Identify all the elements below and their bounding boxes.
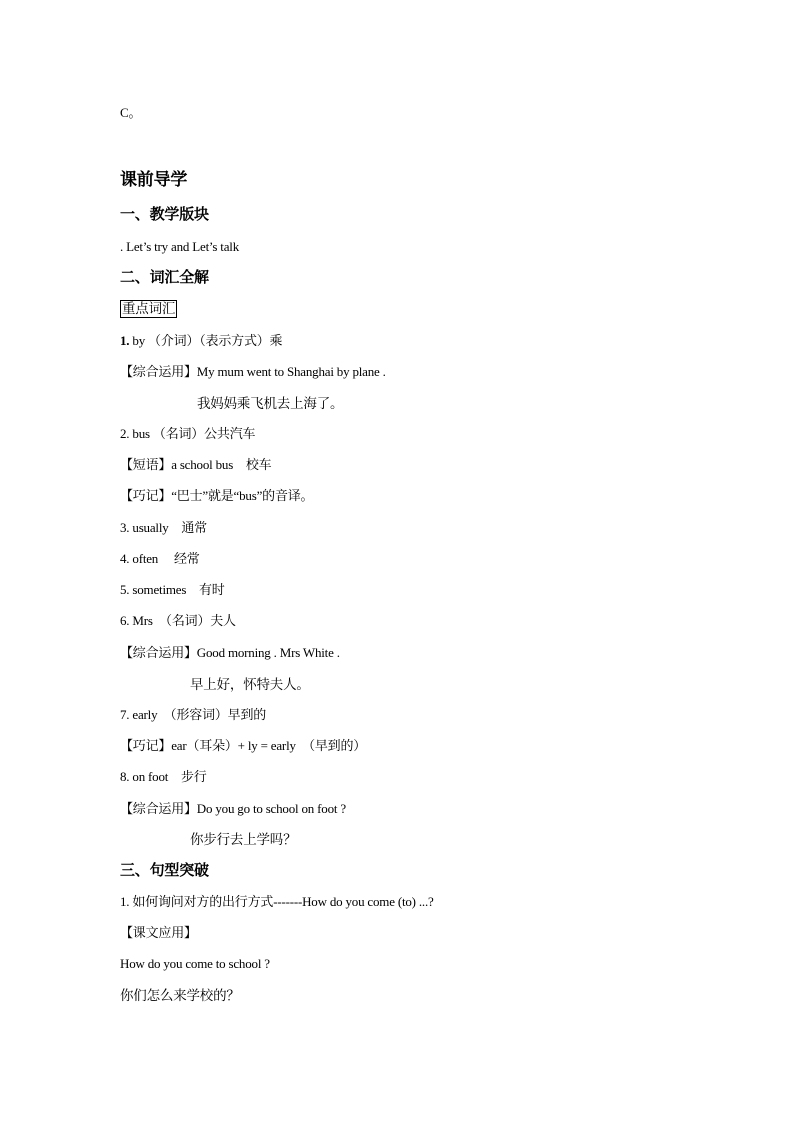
top-fragment: C。 bbox=[120, 105, 142, 120]
boxed-label: 重点词汇 bbox=[122, 301, 176, 316]
sentence-line: 你们怎么来学校的？ bbox=[120, 988, 240, 1003]
vocab-translation: 你步行去上学吗？ bbox=[190, 832, 297, 847]
part3-heading: 三、句型突破 bbox=[120, 863, 209, 879]
vocab-line: 8. on foot 步行 bbox=[120, 769, 207, 784]
part2-heading: 二、词汇全解 bbox=[120, 270, 209, 286]
sentence-line: 【课文应用】 bbox=[120, 925, 197, 940]
sentence-line: How do you come to school ? bbox=[120, 956, 270, 971]
vocab-line: 3. usually 通常 bbox=[120, 520, 207, 535]
vocab-line: 5. sometimes 有时 bbox=[120, 582, 225, 597]
vocab-line: 【巧记】“巴士”就是“bus”的音译。 bbox=[120, 488, 314, 503]
vocab-line: 【综合运用】My mum went to Shanghai by plane . bbox=[120, 364, 386, 379]
part1-content: . Let’s try and Let’s talk bbox=[120, 239, 239, 254]
vocab-line: 4. often 经常 bbox=[120, 551, 200, 566]
section-title: 课前导学 bbox=[120, 170, 188, 189]
vocab-line: 2. bus （名词）公共汽车 bbox=[120, 426, 256, 441]
vocab-line: 【巧记】ear（耳朵）+ ly = early （早到的） bbox=[120, 738, 367, 753]
vocab-translation: 早上好，怀特夫人。 bbox=[190, 677, 310, 692]
part1-heading: 一、教学版块 bbox=[120, 207, 209, 223]
vocab-line: 【综合运用】Good morning . Mrs White . bbox=[120, 645, 340, 660]
vocab-line: 【综合运用】Do you go to school on foot ? bbox=[120, 801, 346, 816]
vocab-line: 7. early （形容词）早到的 bbox=[120, 707, 267, 722]
vocab-translation: 我妈妈乘飞机去上海了。 bbox=[197, 396, 344, 411]
item-number: 1. bbox=[120, 333, 130, 348]
sentence-line: 1. 如何询问对方的出行方式-------How do you come (to) ...? bbox=[120, 894, 434, 909]
vocab-line: 1. by （介词）（表示方式）乘 bbox=[120, 333, 283, 348]
vocab-line: 【短语】a school bus 校车 bbox=[120, 457, 272, 472]
vocab-line: 6. Mrs （名词）夫人 bbox=[120, 613, 236, 628]
